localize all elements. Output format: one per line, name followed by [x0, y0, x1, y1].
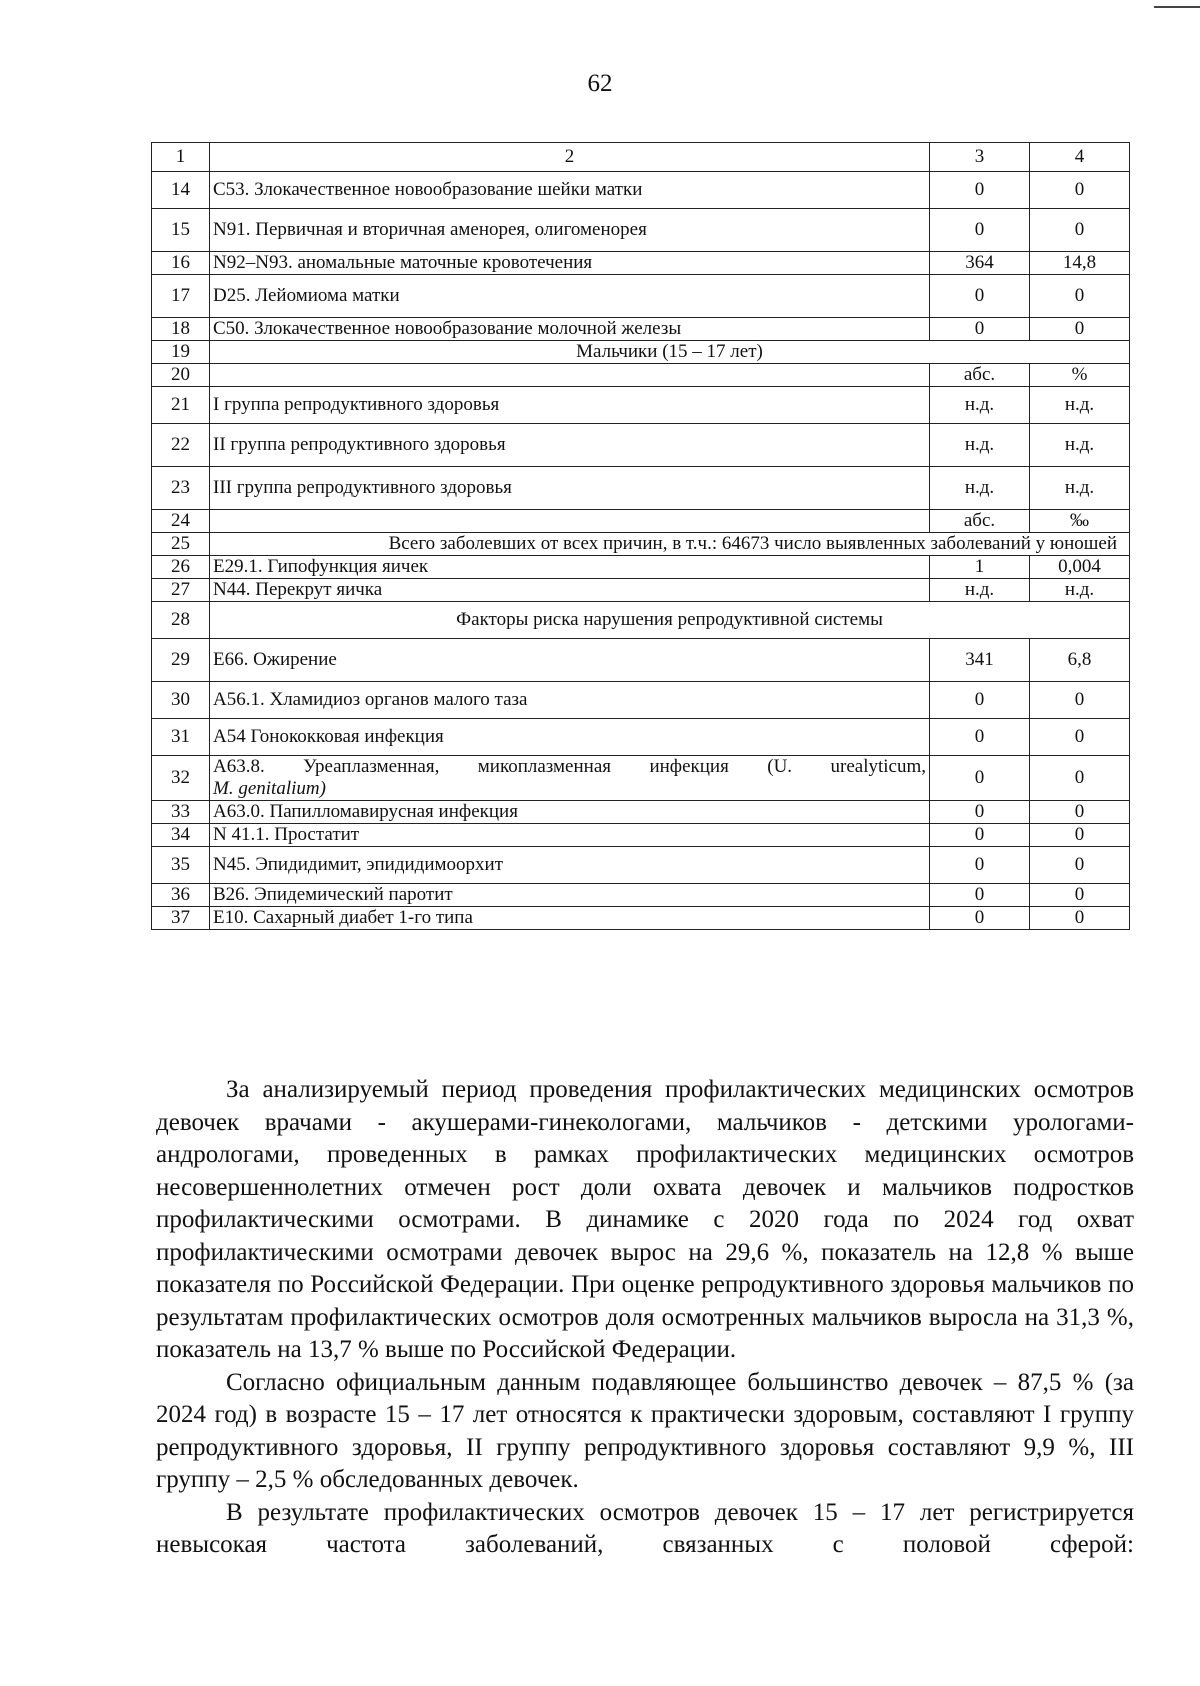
table-row [152, 252, 1130, 275]
table-section-row [152, 341, 1130, 364]
paragraph: Согласно официальным данным подавляющее большинство девочек – 87,5 % (за 2024 год) в возрасте 15 – 17 лет относятся к практически здоровым, составляют I группу репродуктивного здоровья, II группу репродуктивного здоровья составляют 9,9 %, III группу – 2,5 % обследованных девочек. [156, 1368, 1134, 1493]
table-row [152, 424, 1130, 467]
row-label: В26. Эпидемический паротит [210, 884, 930, 907]
row-value-abs: 1 [930, 556, 1030, 579]
row-number: 20 [152, 364, 210, 387]
row-number: 17 [152, 275, 210, 318]
row-value-rate: 0 [1030, 801, 1130, 824]
row-label: N91. Первичная и вторичная аменорея, олигоменорея [210, 209, 930, 252]
row-label: А63.0. Папилломавирусная инфекция [210, 801, 930, 824]
row-value-abs: 0 [930, 275, 1030, 318]
table-row [152, 801, 1130, 824]
page-number: 62 [587, 70, 613, 97]
row-label [210, 510, 930, 533]
row-number: 30 [152, 682, 210, 719]
table-row [152, 209, 1130, 252]
row-number: 23 [152, 467, 210, 510]
table-row [152, 467, 1130, 510]
section-title: Факторы риска нарушения репродуктивной системы [210, 602, 1130, 639]
row-value-rate: 0 [1030, 847, 1130, 884]
row-value-abs: н.д. [930, 387, 1030, 424]
table-section-row [152, 533, 1130, 556]
row-label: С50. Злокачественное новообразование молочной железы [210, 318, 930, 341]
row-value-rate: 0 [1030, 719, 1130, 756]
table-row [152, 387, 1130, 424]
row-label-line-2: M. genitalium) [213, 778, 326, 799]
table-row [152, 847, 1130, 884]
table-row [152, 579, 1130, 602]
row-number: 27 [152, 579, 210, 602]
paragraph: За анализируемый период проведения профилактических медицинских осмотров девочек врачами - акушерами-гинекологами, мальчиков - детскими урологами-андрологами, проведенных в рамках профилактических медицинских осмотров несовершеннолетних отмечен рост доли охвата девочек и мальчиков подростков профилактическими осмотрами. В динамике с 2020 года по 2024 год охват профилактическими осмотрами девочек вырос на 29,6 %, показатель на 12,8 % выше показателя по Российской Федерации. При оценке репродуктивного здоровья мальчиков по результатам профилактических осмотров доля осмотренных мальчиков выросла на 31,3 %, показатель на 13,7 % выше по Российской Федерации. [156, 1076, 1134, 1363]
section-title: Мальчики (15 – 17 лет) [210, 341, 1130, 364]
row-value-rate: 0 [1030, 756, 1130, 801]
row-label [210, 364, 930, 387]
row-number: 28 [152, 602, 210, 639]
row-label: N92–N93. аномальные маточные кровотечения [210, 252, 930, 275]
row-number: 36 [152, 884, 210, 907]
row-value-rate: 0 [1030, 907, 1130, 930]
row-value-abs: н.д. [930, 579, 1030, 602]
row-label [210, 756, 930, 801]
header-col-2: 2 [210, 143, 930, 172]
row-number: 33 [152, 801, 210, 824]
row-label: N44. Перекрут яичка [210, 579, 930, 602]
row-value-abs: 0 [930, 847, 1030, 884]
row-value-abs: 0 [930, 824, 1030, 847]
row-value-abs: 0 [930, 756, 1030, 801]
row-number: 16 [152, 252, 210, 275]
table-row [152, 639, 1130, 682]
row-value-rate: н.д. [1030, 387, 1130, 424]
paragraph: В результате профилактических осмотров девочек 15 – 17 лет регистрируется невысокая частота заболеваний, связанных с половой сферой: [156, 1498, 1134, 1558]
row-label: А54 Гонококковая инфекция [210, 719, 930, 756]
row-number: 32 [152, 756, 210, 801]
table-row [152, 907, 1130, 930]
row-value-abs: 341 [930, 639, 1030, 682]
row-number: 34 [152, 824, 210, 847]
row-label: D25. Лейомиома матки [210, 275, 930, 318]
row-value-rate: 0 [1030, 682, 1130, 719]
table-row [152, 510, 1130, 533]
row-number: 14 [152, 172, 210, 209]
table-row [152, 318, 1130, 341]
row-value-rate: н.д. [1030, 579, 1130, 602]
header-col-1: 1 [152, 143, 210, 172]
body-text [156, 1074, 1134, 1562]
row-label: Е29.1. Гипофункция яичек [210, 556, 930, 579]
table-row [152, 719, 1130, 756]
row-value-rate: 0,004 [1030, 556, 1130, 579]
row-value-abs: н.д. [930, 467, 1030, 510]
row-number: 31 [152, 719, 210, 756]
row-value-rate: 0 [1030, 209, 1130, 252]
row-value-rate: 0 [1030, 824, 1130, 847]
table-row [152, 172, 1130, 209]
row-number: 25 [152, 533, 210, 556]
row-value-abs: 364 [930, 252, 1030, 275]
table-section-row [152, 602, 1130, 639]
table-row [152, 884, 1130, 907]
row-value-rate: % [1030, 364, 1130, 387]
row-number: 37 [152, 907, 210, 930]
table-row [152, 364, 1130, 387]
row-label: Е66. Ожирение [210, 639, 930, 682]
row-number: 29 [152, 639, 210, 682]
row-number: 21 [152, 387, 210, 424]
row-label: С53. Злокачественное новообразование шейки матки [210, 172, 930, 209]
table-row [152, 556, 1130, 579]
row-value-abs: абс. [930, 510, 1030, 533]
row-label: N45. Эпидидимит, эпидидимоорхит [210, 847, 930, 884]
table-row [152, 756, 1130, 801]
row-value-rate: ‰ [1030, 510, 1130, 533]
row-value-abs: 0 [930, 209, 1030, 252]
header-col-4: 4 [1030, 143, 1130, 172]
row-label-line-1: А63.8. Уреаплазменная, микоплазменная инфекция (U. urealyticum, [213, 756, 926, 777]
row-value-rate: 0 [1030, 275, 1130, 318]
row-number: 24 [152, 510, 210, 533]
row-number: 22 [152, 424, 210, 467]
row-value-abs: абс. [930, 364, 1030, 387]
row-value-abs: 0 [930, 682, 1030, 719]
row-value-rate: н.д. [1030, 467, 1130, 510]
row-number: 15 [152, 209, 210, 252]
row-value-rate: 0 [1030, 884, 1130, 907]
row-label: Е10. Сахарный диабет 1-го типа [210, 907, 930, 930]
row-value-abs: 0 [930, 719, 1030, 756]
section-title: Всего заболевших от всех причин, в т.ч.: 64673 число выявленных заболеваний у юношей [210, 533, 1130, 556]
row-number: 35 [152, 847, 210, 884]
row-value-abs: 0 [930, 172, 1030, 209]
row-number: 26 [152, 556, 210, 579]
table-row [152, 682, 1130, 719]
table-row [152, 824, 1130, 847]
row-label: II группа репродуктивного здоровья [210, 424, 930, 467]
row-value-abs: 0 [930, 318, 1030, 341]
data-table [151, 142, 1130, 930]
row-number: 18 [152, 318, 210, 341]
row-label: N 41.1. Простатит [210, 824, 930, 847]
row-number: 19 [152, 341, 210, 364]
row-value-rate: 0 [1030, 318, 1130, 341]
header-col-3: 3 [930, 143, 1030, 172]
table-header-row [152, 143, 1130, 172]
row-value-rate: 14,8 [1030, 252, 1130, 275]
row-value-rate: н.д. [1030, 424, 1130, 467]
corner-mark [1154, 6, 1200, 8]
row-label: I группа репродуктивного здоровья [210, 387, 930, 424]
row-value-abs: 0 [930, 907, 1030, 930]
row-value-rate: 0 [1030, 172, 1130, 209]
row-label: III группа репродуктивного здоровья [210, 467, 930, 510]
table-row [152, 275, 1130, 318]
row-value-abs: н.д. [930, 424, 1030, 467]
row-value-abs: 0 [930, 801, 1030, 824]
row-label: А56.1. Хламидиоз органов малого таза [210, 682, 930, 719]
row-value-abs: 0 [930, 884, 1030, 907]
row-value-rate: 6,8 [1030, 639, 1130, 682]
